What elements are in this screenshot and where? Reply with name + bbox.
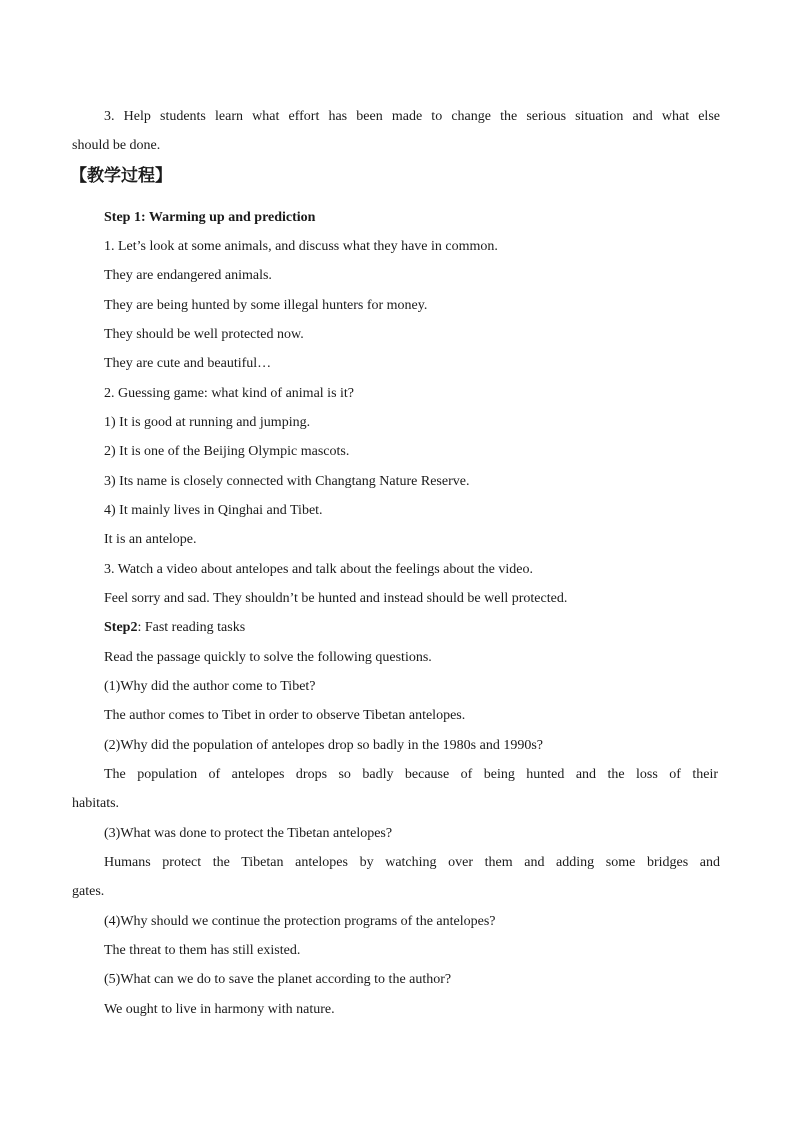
step1-title: Step 1: Warming up and prediction — [104, 210, 316, 225]
answer-2-line1: The population of antelopes drops so badly because of being hunted and the loss of their — [104, 767, 718, 782]
step1-line-2: They are endangered animals. — [104, 268, 272, 283]
step2-title-rest: : Fast reading tasks — [137, 620, 246, 635]
answer-5: We ought to live in harmony with nature. — [104, 1002, 335, 1017]
step1-line-3: They are being hunted by some illegal hunters for money. — [104, 298, 428, 313]
question-4: (4)Why should we continue the protection programs of the antelopes? — [104, 914, 496, 929]
section-heading: 【教学过程】 — [70, 166, 172, 186]
step1-line-4: They should be well protected now. — [104, 327, 304, 342]
step1-line-8: 2) It is one of the Beijing Olympic mascots. — [104, 444, 350, 459]
objective-3-line1: 3. Help students learn what effort has been made to change the serious situation and what else — [104, 109, 720, 124]
step1-line-5: They are cute and beautiful… — [104, 356, 272, 371]
step2-intro: Read the passage quickly to solve the following questions. — [104, 650, 432, 665]
step1-line-13: Feel sorry and sad. They shouldn’t be hunted and instead should be well protected. — [104, 591, 568, 606]
step1-line-10: 4) It mainly lives in Qinghai and Tibet. — [104, 503, 323, 518]
question-1: (1)Why did the author come to Tibet? — [104, 679, 316, 694]
answer-4: The threat to them has still existed. — [104, 943, 301, 958]
step2-title-bold: Step2 — [104, 620, 138, 635]
question-3: (3)What was done to protect the Tibetan antelopes? — [104, 826, 393, 841]
step2-title — [104, 618, 245, 638]
step1-line-12: 3. Watch a video about antelopes and talk about the feelings about the video. — [104, 562, 533, 577]
step1-line-7: 1) It is good at running and jumping. — [104, 415, 311, 430]
step1-line-1: 1. Let’s look at some animals, and discuss what they have in common. — [104, 239, 498, 254]
answer-2-line2: habitats. — [72, 796, 120, 811]
answer-3-line1: Humans protect the Tibetan antelopes by watching over them and adding some bridges and — [104, 855, 720, 870]
step1-line-9: 3) Its name is closely connected with Changtang Nature Reserve. — [104, 474, 470, 489]
step1-line-11: It is an antelope. — [104, 532, 197, 547]
question-2: (2)Why did the population of antelopes drop so badly in the 1980s and 1990s? — [104, 738, 543, 753]
answer-3-line2: gates. — [72, 884, 105, 899]
objective-3-line2: should be done. — [72, 138, 161, 153]
question-5: (5)What can we do to save the planet according to the author? — [104, 972, 452, 987]
answer-1: The author comes to Tibet in order to observe Tibetan antelopes. — [104, 708, 466, 723]
step1-line-6: 2. Guessing game: what kind of animal is it? — [104, 386, 355, 401]
